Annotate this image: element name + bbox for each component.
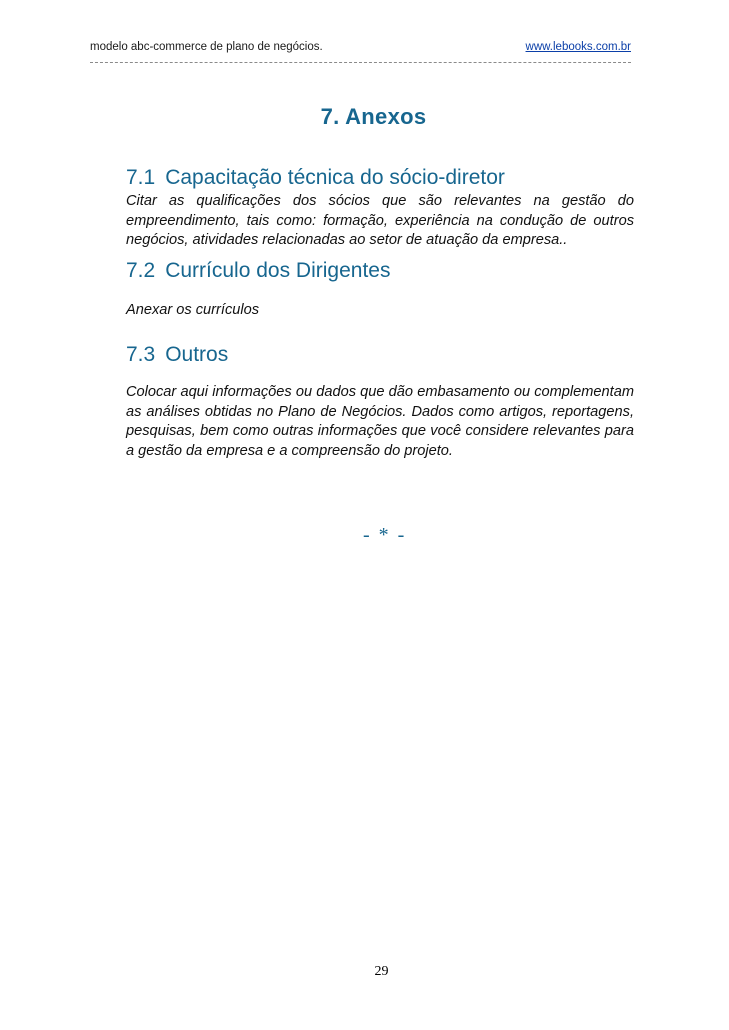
section-title: Capacitação técnica do sócio-diretor <box>165 166 505 189</box>
section-heading-7-2 <box>126 259 390 283</box>
chapter-heading <box>0 104 729 130</box>
header-website-link[interactable]: www.lebooks.com.br <box>525 41 631 53</box>
section-heading-7-3 <box>126 343 228 367</box>
chapter-title: 7. Anexos <box>320 104 427 129</box>
section-body-7-1: Citar as qualificações dos sócios que são relevantes na gestão do empreendimento, tais como: formação, experiência na condução de outros negócios, atividades relacionadas ao setor de atuação da empresa.. <box>126 193 634 248</box>
section-body-7-3: Colocar aqui informações ou dados que dão embasamento ou complementam as análises obtidas no Plano de Negócios. Dados como artigos, reportagens, pesquisas, bem como outras informações que você considere relevantes para a gestão da empresa e a compreensão do projeto. <box>126 384 634 459</box>
page-header <box>90 41 631 57</box>
section-number: 7.2 <box>126 259 156 282</box>
section-title: Currículo dos Dirigentes <box>165 259 391 282</box>
section-body-7-2: Anexar os currículos <box>126 302 260 318</box>
section-title: Outros <box>165 343 229 366</box>
header-divider <box>90 62 631 63</box>
section-number: 7.1 <box>126 166 156 189</box>
section-heading-7-1 <box>126 166 505 190</box>
end-separator: - * - <box>363 524 407 546</box>
section-number: 7.3 <box>126 343 156 366</box>
header-document-title: modelo abc-commerce de plano de negócios. <box>90 41 323 53</box>
page-number: 29 <box>374 964 389 979</box>
